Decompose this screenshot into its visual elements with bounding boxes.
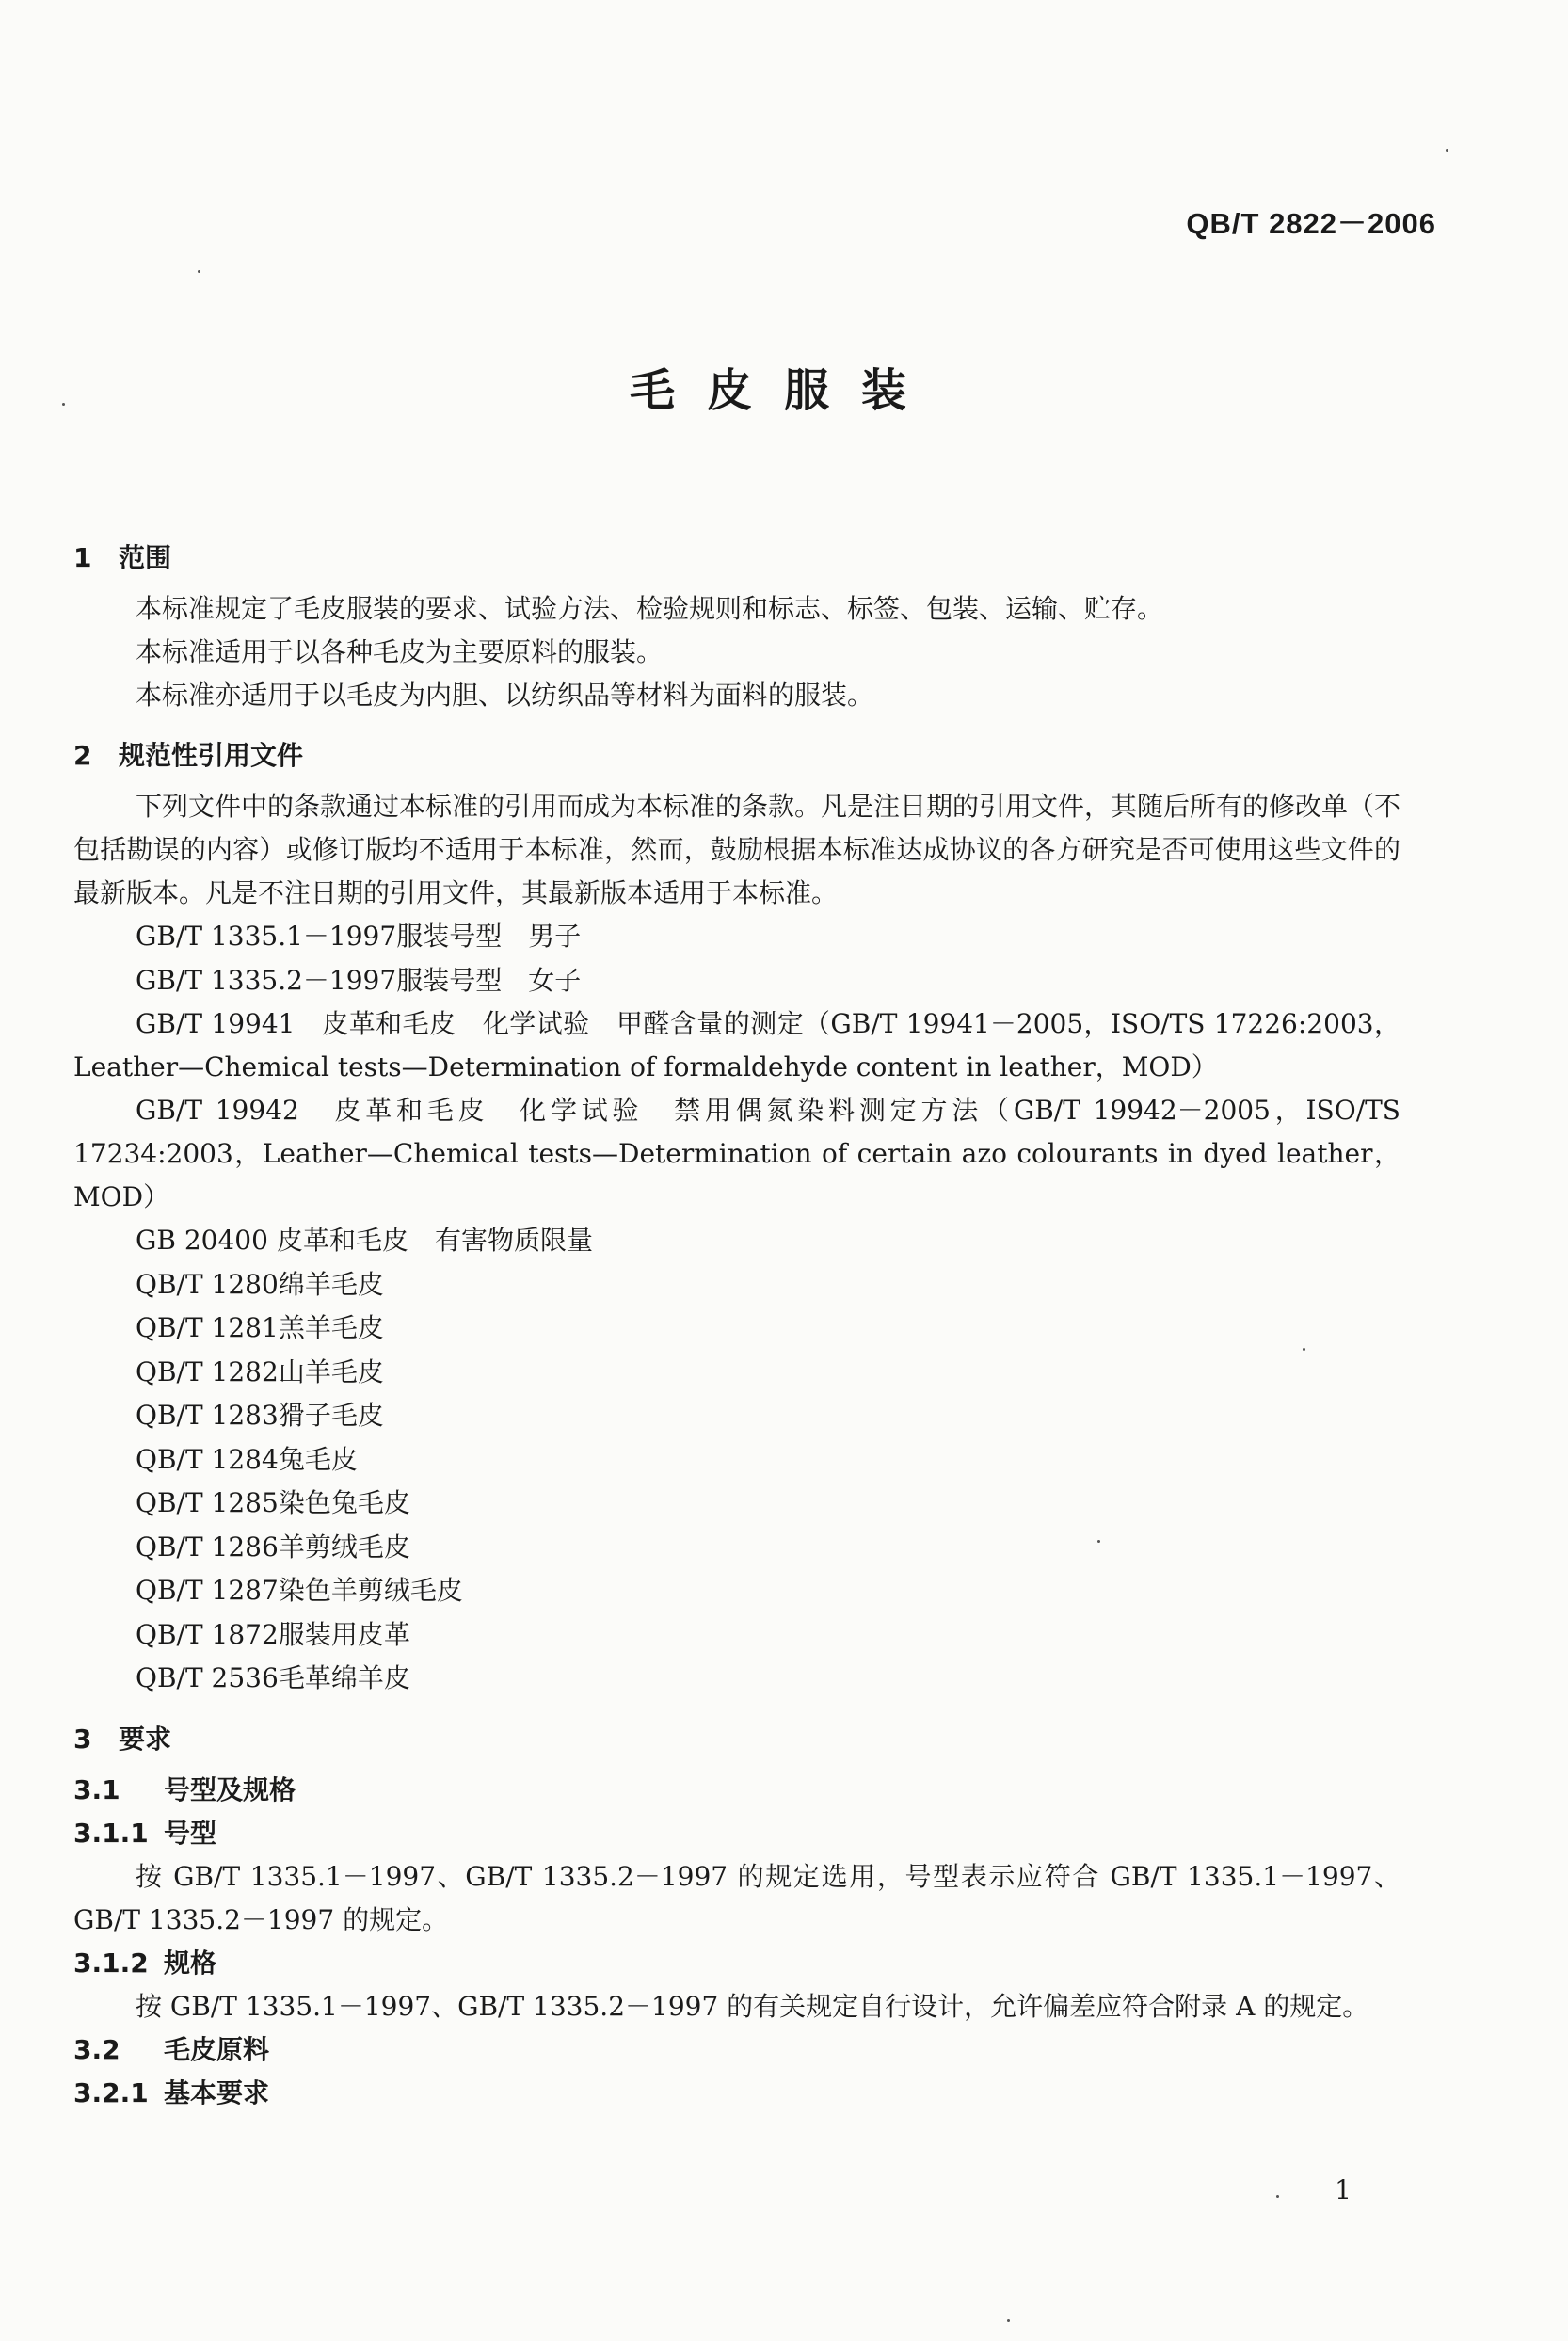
reference-list bbox=[73, 1219, 1400, 1701]
reference-name: 毛革绵羊皮 bbox=[278, 1662, 410, 1693]
reference-name: 山羊毛皮 bbox=[278, 1355, 384, 1387]
reference-code: QB/T 1282 bbox=[136, 1355, 279, 1387]
scan-speck bbox=[1007, 2319, 1010, 2322]
subsection-number: 3.2.1 bbox=[73, 2076, 149, 2109]
reference-code: QB/T 1286 bbox=[136, 1531, 279, 1563]
reference-code: QB/T 1280 bbox=[136, 1268, 279, 1300]
paragraph: 下列文件中的条款通过本标准的引用而成为本标准的条款。凡是注日期的引用文件，其随后所有的修改单（不包括勘误的内容）或修订版均不适用于本标准，然而，鼓励根据本标准达成协议的各方研究是否可使用这些文件的最新版本。凡是不注日期的引用文件，其最新版本适用于本标准。 bbox=[73, 791, 1401, 908]
subsection-number: 3.2 bbox=[73, 2033, 120, 2065]
reference-list bbox=[73, 915, 1400, 1002]
scan-speck bbox=[1276, 2195, 1279, 2198]
section-title: 范围 bbox=[119, 542, 172, 573]
subsection-title: 基本要求 bbox=[164, 2076, 270, 2109]
section-heading-2 bbox=[73, 734, 1400, 778]
section-title: 要求 bbox=[119, 1723, 172, 1755]
page-number: 1 bbox=[1335, 2174, 1352, 2205]
reference-name: 绵羊毛皮 bbox=[278, 1268, 384, 1300]
reference-item-long: GB/T 19942 皮革和毛皮 化学试验 禁用偶氮染料测定方法（GB/T 19942－2005，ISO/TS 17234:2003，Leather—Chemical tests—Determination of certain azo colourants in dyed leather，MOD） bbox=[73, 1095, 1400, 1212]
reference-name: 羔羊毛皮 bbox=[278, 1312, 384, 1343]
standard-code: QB/T 2822－2006 bbox=[1186, 207, 1436, 240]
subsection-number: 3.1.2 bbox=[73, 1947, 149, 1979]
reference-item-long: GB/T 19941 皮革和毛皮 化学试验 甲醛含量的测定（GB/T 19941－2005，ISO/TS 17226:2003，Leather—Chemical tests—Determination of formaldehyde content in leather，MOD） bbox=[73, 1008, 1400, 1082]
reference-code: QB/T 1284 bbox=[136, 1443, 279, 1475]
document-title: 毛皮服装 bbox=[629, 364, 938, 417]
reference-item bbox=[73, 1526, 1400, 1570]
reference-code: QB/T 1283 bbox=[136, 1400, 279, 1431]
section-heading-1 bbox=[73, 537, 1400, 580]
subsection-heading-3-2 bbox=[73, 2028, 1400, 2072]
reference-item bbox=[73, 1394, 1400, 1438]
reference-code: GB/T 1335.2－1997 bbox=[136, 964, 397, 996]
reference-code: QB/T 1281 bbox=[136, 1312, 279, 1343]
document-body bbox=[73, 520, 1400, 2115]
subsection-heading-3-1-2 bbox=[73, 1942, 1400, 1985]
reference-name: 染色兔毛皮 bbox=[278, 1487, 410, 1518]
reference-code: QB/T 1287 bbox=[136, 1575, 279, 1606]
reference-item bbox=[73, 1307, 1400, 1351]
subsection-heading-3-1-1 bbox=[73, 1812, 1400, 1855]
paragraph: 按 GB/T 1335.1－1997、GB/T 1335.2－1997 的规定选用，号型表示应符合 GB/T 1335.1－1997、GB/T 1335.2－1997 的规定。 bbox=[73, 1860, 1400, 1935]
reference-item bbox=[73, 1263, 1400, 1307]
reference-item bbox=[73, 1438, 1400, 1483]
scan-speck bbox=[62, 403, 65, 406]
subsection-number: 3.1.1 bbox=[73, 1817, 149, 1849]
reference-item bbox=[73, 1482, 1400, 1526]
reference-name: 兔毛皮 bbox=[278, 1443, 358, 1475]
reference-name: 染色羊剪绒毛皮 bbox=[278, 1575, 463, 1606]
paragraph: 本标准亦适用于以毛皮为内胆、以纺织品等材料为面料的服装。 bbox=[136, 680, 874, 711]
reference-item bbox=[73, 1351, 1400, 1395]
reference-name: 服装号型 男子 bbox=[396, 921, 582, 952]
subsection-number: 3.1 bbox=[73, 1773, 120, 1805]
subsection-title: 规格 bbox=[164, 1947, 217, 1979]
reference-code: GB/T 1335.1－1997 bbox=[136, 921, 397, 952]
reference-code: GB 20400 bbox=[136, 1225, 268, 1256]
scan-speck bbox=[1446, 149, 1448, 152]
reference-name: 羊剪绒毛皮 bbox=[278, 1531, 410, 1563]
scan-speck bbox=[1303, 1348, 1305, 1351]
subsection-heading-3-1 bbox=[73, 1769, 1400, 1812]
reference-item bbox=[73, 959, 1400, 1003]
paragraph: 本标准适用于以各种毛皮为主要原料的服装。 bbox=[136, 636, 664, 667]
scan-speck bbox=[1097, 1540, 1100, 1543]
section-title: 规范性引用文件 bbox=[119, 740, 304, 771]
reference-name: 皮革和毛皮 有害物质限量 bbox=[277, 1225, 594, 1256]
reference-item bbox=[73, 1613, 1400, 1658]
reference-code: QB/T 2536 bbox=[136, 1662, 279, 1693]
section-number: 2 bbox=[73, 740, 92, 771]
subsection-heading-3-2-1 bbox=[73, 2072, 1400, 2115]
section-heading-3 bbox=[73, 1718, 1400, 1761]
section-number: 1 bbox=[73, 542, 92, 573]
reference-code: QB/T 1872 bbox=[136, 1618, 279, 1650]
reference-code: QB/T 1285 bbox=[136, 1487, 279, 1518]
subsection-title: 号型及规格 bbox=[164, 1773, 296, 1805]
paragraph: 本标准规定了毛皮服装的要求、试验方法、检验规则和标志、标签、包装、运输、贮存。 bbox=[136, 593, 1164, 624]
scan-speck bbox=[198, 270, 200, 273]
reference-item bbox=[73, 1219, 1400, 1263]
reference-item bbox=[73, 1569, 1400, 1613]
subsection-title: 号型 bbox=[164, 1817, 217, 1849]
section-number: 3 bbox=[73, 1723, 92, 1755]
subsection-title: 毛皮原料 bbox=[164, 2033, 270, 2065]
paragraph: 按 GB/T 1335.1－1997、GB/T 1335.2－1997 的有关规定自行设计，允许偏差应符合附录 A 的规定。 bbox=[136, 1990, 1369, 2022]
reference-item bbox=[73, 915, 1400, 959]
reference-name: 服装号型 女子 bbox=[396, 964, 582, 996]
reference-item bbox=[73, 1657, 1400, 1701]
reference-name: 服装用皮革 bbox=[278, 1618, 410, 1650]
reference-name: 猾子毛皮 bbox=[278, 1400, 384, 1431]
